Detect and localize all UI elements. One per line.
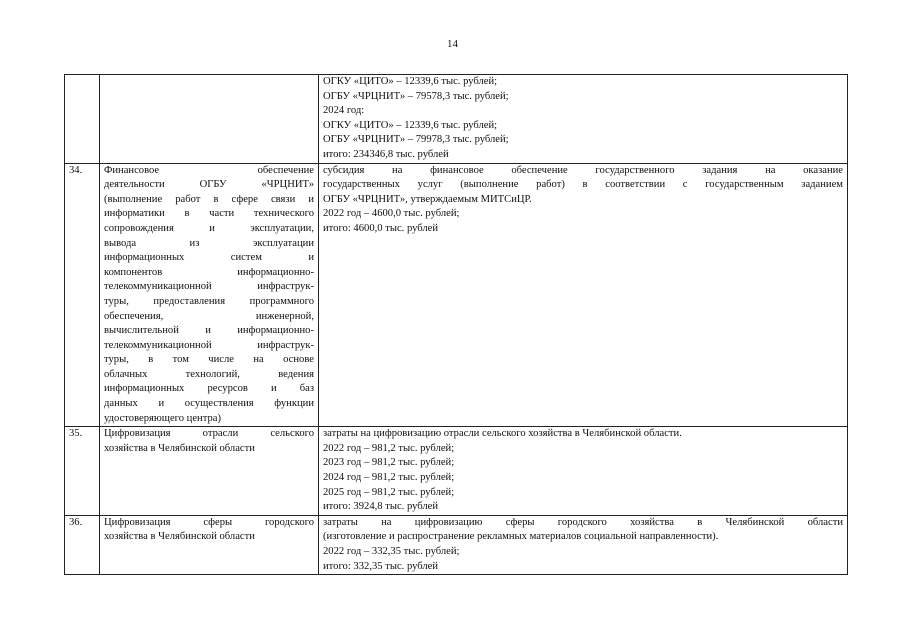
funding-line: ОГКУ «ЦИТО» – 12339,6 тыс. рублей;: [323, 119, 498, 131]
measure-name-cell: [100, 515, 319, 574]
page-number: 14: [447, 38, 458, 50]
funding-line: ОГБУ «ЧРЦНИТ» – 79978,3 тыс. рублей;: [323, 134, 509, 146]
name-line: телекоммуникационной инфраструк-: [104, 281, 314, 293]
name-line: информационных ресурсов и баз: [104, 383, 314, 395]
row-number-cell: [65, 75, 100, 164]
table-row: [65, 427, 848, 516]
name-line: компонентов информационно-: [104, 266, 314, 278]
name-line: сопровождения и эксплуатации,: [104, 222, 314, 234]
name-line: облачных технологий, ведения: [104, 368, 314, 380]
funding-details-cell: [319, 427, 848, 516]
name-line: Цифровизация сферы городского: [104, 516, 314, 528]
name-line: Цифровизация отрасли сельского: [104, 428, 314, 440]
funding-total: итого: 4600,0 тыс. рублей: [323, 222, 439, 234]
funding-details-cell: [319, 163, 848, 427]
table-row: [65, 163, 848, 427]
row-number-cell: 34.: [65, 163, 100, 427]
funding-details-cell: [319, 75, 848, 164]
funding-line: ОГБУ «ЧРЦНИТ» – 79578,3 тыс. рублей;: [323, 90, 509, 102]
name-line: вывода из эксплуатации: [104, 237, 314, 249]
funding-line: (изготовление и распространение рекламных материалов социальной направленности).: [323, 531, 719, 543]
funding-line: ОГБУ «ЧРЦНИТ», утверждаемым МИТСиЦР.: [323, 193, 532, 205]
funding-line: 2022 год – 981,2 тыс. рублей;: [323, 442, 455, 454]
name-line: туры, в том числе на основе: [104, 354, 314, 366]
name-line: вычислительной и информационно-: [104, 325, 314, 337]
program-measures-table: [64, 74, 848, 575]
funding-line: государственных услуг (выполнение работ) в соответствии с государственным заданием: [323, 179, 843, 191]
table-row: [65, 515, 848, 574]
funding-line: 2023 год – 981,2 тыс. рублей;: [323, 457, 455, 469]
funding-line: 2024 год:: [323, 105, 365, 117]
measure-name-cell: [100, 163, 319, 427]
table-row: [65, 75, 848, 164]
funding-line: субсидия на финансовое обеспечение государственного задания на оказание: [323, 164, 843, 176]
name-line: туры, предоставления программного: [104, 295, 314, 307]
funding-line: 2022 год – 332,35 тыс. рублей;: [323, 546, 460, 557]
funding-total: итого: 332,35 тыс. рублей: [323, 560, 439, 572]
name-line: деятельности ОГБУ «ЧРЦНИТ»: [104, 179, 314, 191]
funding-line: 2025 год – 981,2 тыс. рублей;: [323, 486, 455, 498]
name-line: информационных систем и: [104, 252, 314, 264]
name-line: удостоверяющего центра): [104, 412, 222, 424]
funding-line: затраты на цифровизацию сферы городского хозяйства в Челябинской области: [323, 516, 843, 528]
name-line: телекоммуникационной инфраструк-: [104, 339, 314, 351]
name-line: данных и осуществления функции: [104, 398, 314, 410]
funding-total: итого: 234346,8 тыс. рублей: [323, 148, 449, 160]
funding-line: 2024 год – 981,2 тыс. рублей;: [323, 472, 455, 484]
name-line: хозяйства в Челябинской области: [104, 442, 255, 454]
name-line: обеспечения, инженерной,: [104, 310, 314, 322]
name-line: (выполнение работ в сфере связи и: [104, 193, 314, 205]
funding-total: итого: 3924,8 тыс. рублей: [323, 501, 439, 513]
measure-name-cell: [100, 427, 319, 516]
name-line: информатики в части технического: [104, 208, 314, 220]
funding-line: ОГКУ «ЦИТО» – 12339,6 тыс. рублей;: [323, 76, 498, 87]
row-number-cell: 36.: [65, 515, 100, 574]
row-number-cell: 35.: [65, 427, 100, 516]
name-line: Финансовое обеспечение: [104, 164, 314, 176]
name-line: хозяйства в Челябинской области: [104, 531, 255, 543]
funding-line: 2022 год – 4600,0 тыс. рублей;: [323, 208, 460, 220]
funding-line: затраты на цифровизацию отрасли сельского хозяйства в Челябинской области.: [323, 428, 682, 440]
funding-details-cell: [319, 515, 848, 574]
measure-name-cell: [100, 75, 319, 164]
